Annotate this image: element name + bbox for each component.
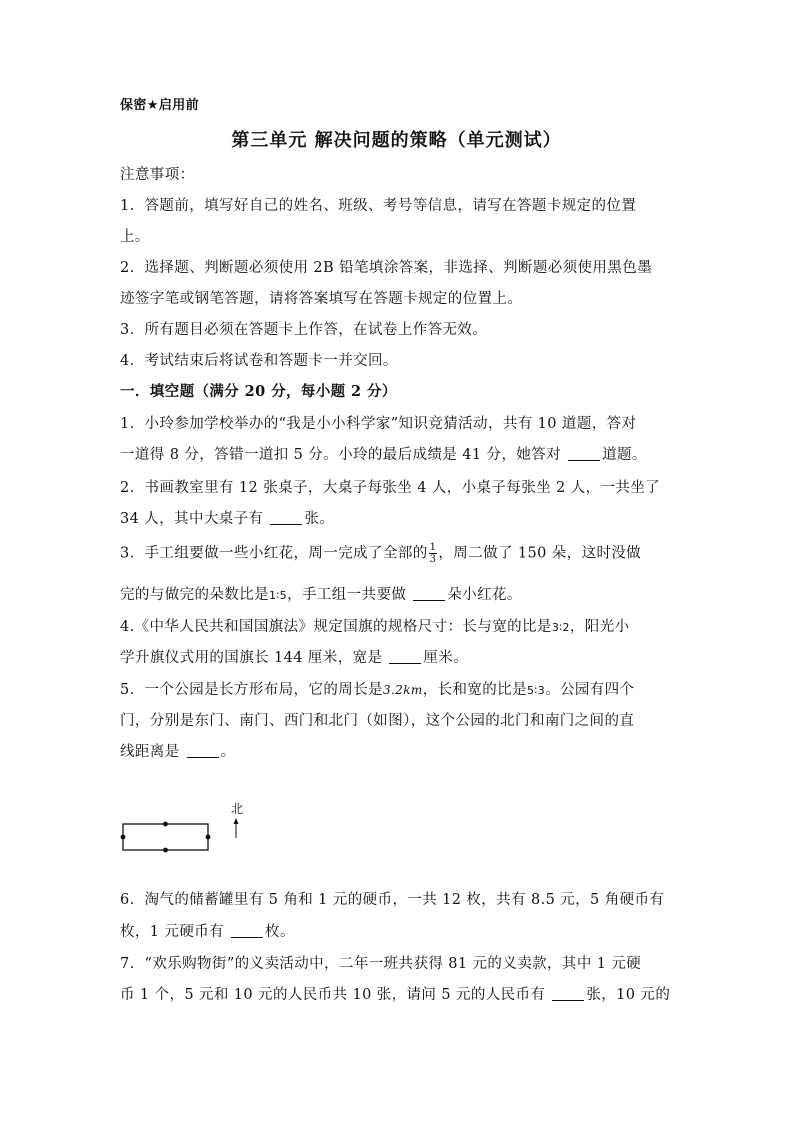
south-gate-dot (163, 848, 168, 853)
question-7-line-1: 7．“欢乐购物街”的义卖活动中，二年一班共获得 81 元的义卖款，其中 1 元硬 (120, 956, 642, 972)
question-1-line-1: 1．小玲参加学校举办的“我是小小科学家”知识竞猜活动，共有 10 道题，答对 (120, 416, 637, 432)
q6-text-b: 枚。 (265, 924, 295, 940)
question-2-line-1: 2．书画教室里有 12 张桌子，大桌子每张坐 4 人，小桌子每张坐 2 人，一共坐了 (120, 480, 661, 496)
perimeter-value: 3.2 (382, 683, 404, 697)
question-6-line-1: 6．淘气的储蓄罐里有 5 角和 1 元的硬币，一共 12 枚，共有 8.5 元，5 角硬币有 (120, 892, 665, 908)
q4-text-d: 厘米。 (423, 650, 469, 666)
ratio-value: 1∶5 (269, 589, 288, 602)
note-line: 迹签字笔或钢笔答题，请将答案填写在答题卡规定的位置上。 (120, 291, 523, 307)
q1-text-a: 一道得 8 分，答错一道扣 5 分。小玲的最后成绩是 41 分，她答对 (120, 447, 567, 463)
q5-text-d: 线距离是 (120, 744, 185, 760)
q7-text-a: 币 1 个，5 元和 10 元的人民币共 10 张，请问 5 元的人民币有 (120, 987, 551, 1003)
answer-blank[interactable] (187, 743, 219, 758)
q3-text-c: 完的与做完的朵数比是 (120, 587, 269, 603)
east-gate-dot (206, 835, 211, 840)
answer-blank[interactable] (231, 923, 263, 938)
question-4-line-2 (120, 648, 680, 668)
note-line: 2．选择题、判断题必须使用 2B 铅笔填涂答案，非选择、判断题必须使用黑色墨 (120, 260, 653, 276)
question-5-line-1 (120, 680, 680, 701)
secret-label: 保密★启用前 (120, 98, 200, 113)
park-diagram (118, 798, 258, 860)
section-heading: 一．填空题（满分 20 分，每小题 2 分） (120, 383, 397, 400)
fraction-numerator: 1 (429, 542, 437, 553)
note-line: 1．答题前，填写好自己的姓名、班级、考号等信息，请写在答题卡规定的位置 (120, 198, 637, 214)
q5-text-a: 5．一个公园是长方形布局，它的周长是 (120, 682, 383, 698)
q2-text-a: 34 人，其中大桌子有 (120, 511, 269, 527)
page-title: 第三单元 解决问题的策略（单元测试） (231, 130, 562, 151)
q4-text-a: 4.《中华人民共和国国旗法》规定国旗的规格尺寸：长与宽的比是 (120, 619, 552, 635)
q3-text-b: ，周二做了 150 朵，这时没做 (438, 545, 642, 562)
north-label: 北 (231, 802, 244, 816)
answer-blank[interactable] (389, 649, 421, 664)
answer-blank[interactable] (270, 510, 302, 525)
q4-text-c: 学升旗仪式用的国旗长 144 厘米，宽是 (120, 650, 388, 666)
question-3-line-2 (120, 585, 680, 606)
q5-text-c: 。公园有四个 (545, 682, 635, 698)
park-rectangle (123, 824, 208, 850)
q5-text-b: ，长和宽的比是 (422, 682, 527, 698)
q3-text-e: 朵小红花。 (447, 587, 522, 603)
note-line: 上。 (120, 229, 150, 245)
answer-blank[interactable] (413, 586, 445, 601)
ratio-value: 3∶2 (551, 621, 570, 634)
question-7-line-2 (120, 985, 680, 1005)
question-5-line-3 (120, 742, 680, 762)
question-1-line-2 (120, 445, 680, 465)
question-4-line-1 (120, 617, 680, 638)
notes-heading: 注意事项： (120, 167, 195, 183)
question-3-line-1 (120, 542, 680, 565)
ratio-value: 5∶3 (527, 684, 546, 697)
q1-text-b: 道题。 (602, 447, 647, 463)
q6-text-a: 枚，1 元硬币有 (120, 924, 230, 940)
question-6-line-2 (120, 922, 680, 942)
answer-blank[interactable] (568, 446, 600, 461)
question-5-line-2: 门，分别是东门、南门、西门和北门（如图），这个公园的北门和南门之间的直 (120, 713, 635, 729)
north-gate-dot (163, 822, 168, 827)
question-2-line-2 (120, 509, 680, 529)
q7-text-b: 张，10 元的 (586, 987, 671, 1003)
q5-text-e: 。 (220, 744, 236, 760)
q3-text-d: ，手工组一共要做 (287, 587, 412, 603)
q2-text-b: 张。 (304, 511, 335, 527)
fraction-denominator: 3 (429, 554, 437, 565)
perimeter-unit: km (403, 683, 423, 697)
q4-text-b: ，阳光小 (569, 619, 630, 635)
q3-text-a: 3．手工组要做一些小红花，周一完成了全部的 (120, 545, 428, 562)
note-line: 3．所有题目必须在答题卡上作答，在试卷上作答无效。 (120, 322, 488, 338)
answer-blank[interactable] (552, 986, 584, 1001)
west-gate-dot (121, 835, 126, 840)
north-arrow-head-icon (234, 818, 239, 824)
fraction-one-third (429, 542, 438, 565)
note-line: 4．考试结束后将试卷和答题卡一并交回。 (120, 353, 398, 369)
